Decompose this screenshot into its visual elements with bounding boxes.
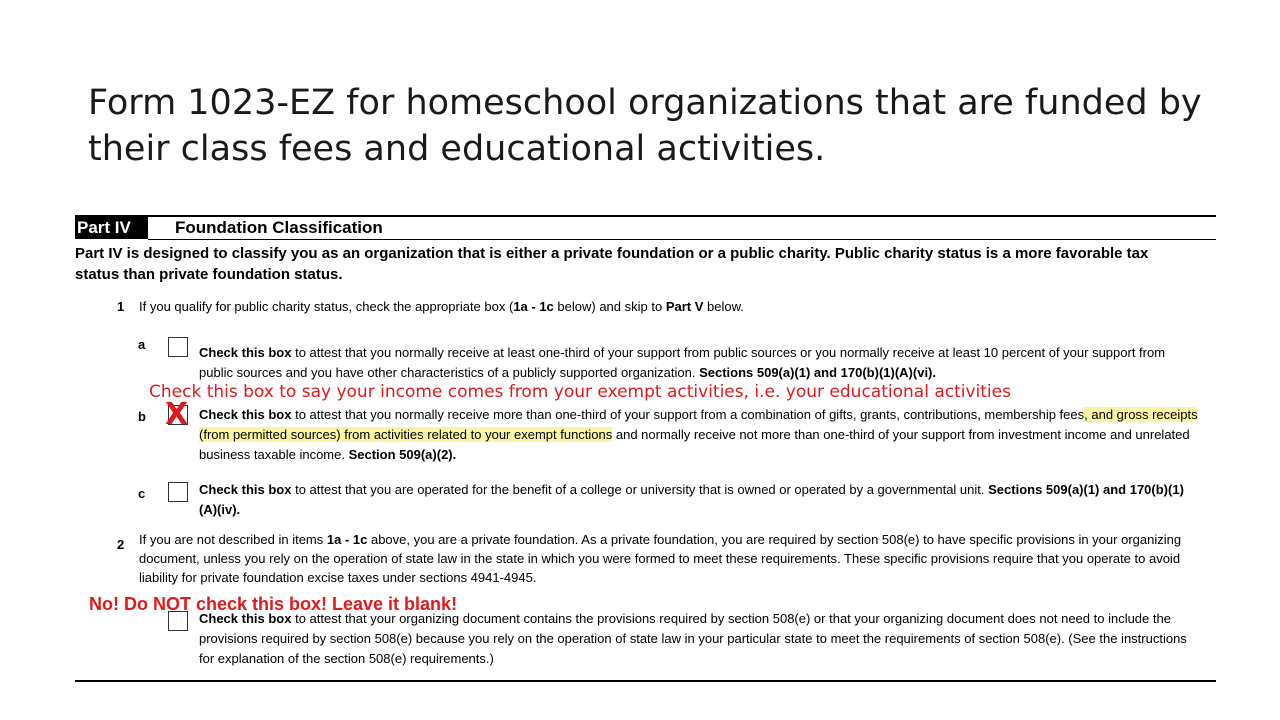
item-a-letter: a xyxy=(138,337,146,352)
part-intro: Part IV is designed to classify you as an organization that is either a private foundation or a public charity. Public charity status is a more favorable tax status than private foundation status. xyxy=(75,245,1149,283)
annotation-question-2-note: No! Do NOT check this box! Leave it blank! xyxy=(89,594,458,614)
part-title: Foundation Classification xyxy=(175,218,383,237)
item-a-text: Check this box to attest that you normally receive at least one-third of your support from public sources or you normally receive at least 10 percent of your support from public sources and you have other characteristics of a publicly supported organization. Sections 509(a)(1) and 170(b)(1)(A)(vi). xyxy=(199,345,1166,380)
bottom-rule xyxy=(75,680,1216,682)
question-1-text: If you qualify for public charity status, check the appropriate box (1a - 1c below) and skip to Part V below. xyxy=(139,299,744,314)
item-b-letter: b xyxy=(138,409,146,424)
slide-title: Form 1023-EZ for homeschool organizations that are funded by their class fees and educational activities. xyxy=(88,83,1202,169)
item-a-checkbox[interactable] xyxy=(168,337,188,357)
question-1-number: 1 xyxy=(117,299,125,314)
question-2-number: 2 xyxy=(117,537,125,552)
part-tag: Part IV xyxy=(75,217,148,239)
item-c-checkbox[interactable] xyxy=(168,482,188,502)
highlighted-exempt-functions: , and gross receipts (from permitted sources) from activities related to your exempt functions xyxy=(199,407,1198,442)
question-2-check-text: Check this box to attest that your organizing document contains the provisions required by section 508(e) or that your organizing document does not need to include the provisions required by section 508(e) because you rely on the operation of state law in your particular state to meet the requirements of section 508(e). (See the instructions for explanation of the section 508(e) requirements.) xyxy=(199,611,1187,666)
item-c-letter: c xyxy=(138,486,146,501)
header-rule xyxy=(148,239,1216,240)
item-c-text: Check this box to attest that you are operated for the benefit of a college or university that is owned or operated by a governmental unit. Sections 509(a)(1) and 170(b)(1)(A)(iv). xyxy=(199,482,1184,517)
item-b-text: Check this box to attest that you normally receive more than one-third of your support from a combination of gifts, grants, contributions, membership fees, and gross receipts (from permitted sources) from activities related to your exempt functions and normally receive not more than one-third of your support from investment income and unrelated business taxable income. Section 509(a)(2). xyxy=(199,407,1198,462)
x-mark-icon: X xyxy=(165,397,189,432)
annotation-item-b-note: Check this box to say your income comes from your exempt activities, i.e. your educational activities xyxy=(149,382,1011,402)
question-2-text: If you are not described in items 1a - 1c above, you are a private foundation. As a private foundation, you are required by section 508(e) to have specific provisions in your organizing document, unless you rely on the operation of state law in the state in which you were formed to meet these requirements. These specific provisions require that you operate to avoid liability for private foundation excise taxes under sections 4941-4945. xyxy=(139,532,1182,585)
